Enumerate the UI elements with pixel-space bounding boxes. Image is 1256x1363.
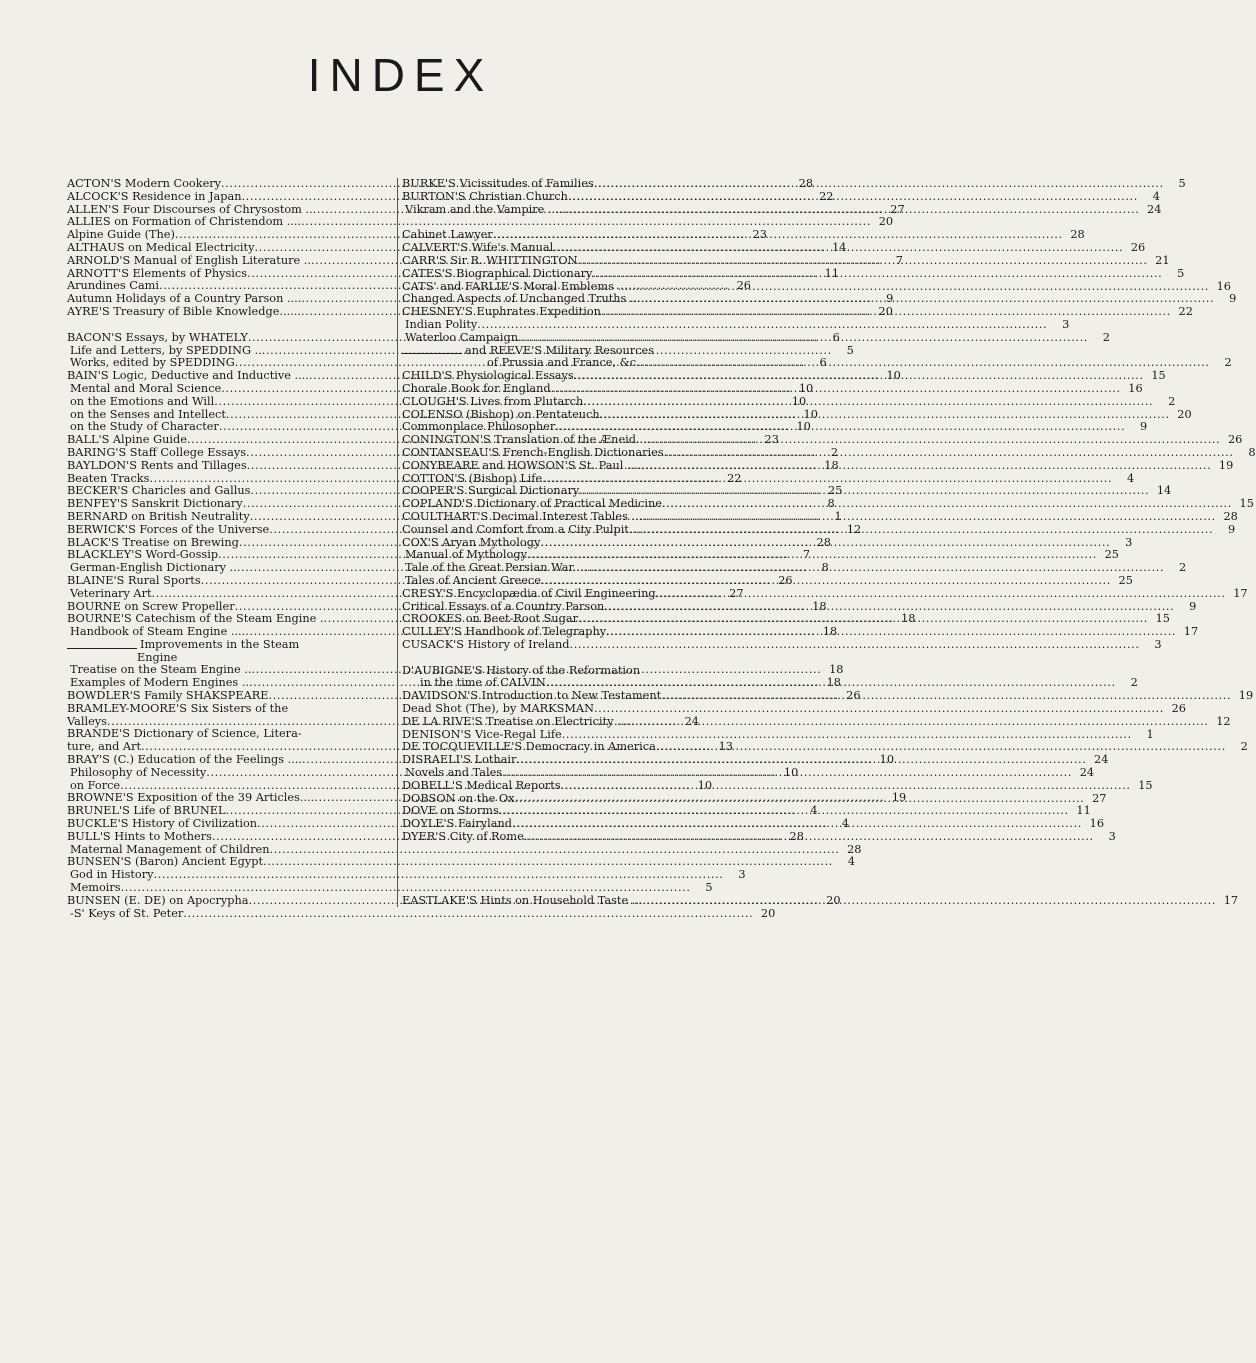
dot-leader	[518, 332, 1088, 345]
entry-page: 2	[1168, 394, 1176, 408]
entry-page: 1	[1146, 727, 1154, 741]
entry-page: 6	[819, 356, 827, 370]
entry-page: 3	[1062, 317, 1070, 331]
dot-leader	[594, 562, 1164, 575]
entry-page: 27	[890, 202, 905, 216]
index-entry	[402, 497, 1254, 511]
dot-leader	[643, 524, 1213, 537]
entry-page: 10	[879, 753, 895, 767]
entry-title: CONYBEARE and HOWSON'S St. Paul ....	[402, 458, 642, 472]
entry-title: DOBSON on the Ox	[402, 791, 515, 805]
entry-title: BARING'S Staff College Essays	[67, 445, 247, 459]
index-entry	[67, 639, 377, 652]
index-entry	[402, 253, 1170, 268]
entry-title: BURTON'S Christian Church	[402, 189, 568, 203]
entry-page: 8	[827, 497, 835, 511]
entry-title: Engine	[137, 650, 178, 664]
index-entry	[402, 330, 1110, 345]
dot-leader	[606, 626, 1176, 639]
entry-page: 22	[819, 189, 834, 203]
entry-page: 2	[1102, 330, 1110, 344]
entry-page: 19	[1218, 458, 1234, 472]
entry-title: BRAMLEY-MOORE'S Six Sisters of the	[67, 701, 289, 715]
entry-title: DE LA RIVE'S Treatise on Electricity ......	[402, 714, 639, 728]
index-entry	[402, 637, 1162, 652]
entry-page: 14	[832, 240, 847, 254]
entry-title: Vikram and the Vampire ......	[405, 202, 570, 216]
entry-title: of Prussia and France, &c.	[487, 356, 640, 370]
ditto-rule	[67, 648, 137, 649]
entry-title: BRAY'S (C.) Education of the Feelings ....	[67, 753, 303, 767]
entry-page: 2	[1178, 561, 1187, 575]
dot-leader	[664, 447, 1234, 460]
entry-page: 28	[1070, 228, 1085, 242]
entry-page: 24	[1147, 202, 1162, 216]
dot-leader	[570, 639, 1140, 652]
entry-title: Beaten Tracks	[67, 471, 150, 485]
entry-title: AYRE'S Treasury of Bible Knowledge......	[67, 304, 301, 318]
entry-title: German-English Dictionary ..	[70, 561, 237, 575]
entry-page: 26	[736, 279, 751, 293]
entry-page: 12	[1216, 714, 1231, 728]
entry-title: BROWNE'S Exposition of the 39 Articles....	[67, 791, 315, 805]
entry-title: CONTANSEAU'S French-English Dictionaries	[402, 445, 664, 459]
entry-title: EASTLAKE'S Hints on Household Taste ....	[402, 893, 647, 907]
entry-title: BOURNE'S Catechism of the Steam Engine .	[67, 612, 324, 626]
entry-title: ACTON'S Modern Cookery	[67, 177, 222, 190]
entry-page: 10	[886, 369, 901, 383]
entry-title: DOVE on Storms	[402, 804, 499, 818]
entry-page: 10	[783, 765, 799, 779]
entry-title: BAYLDON'S Rents and Tillages	[67, 458, 247, 472]
entry-page: 26	[1227, 433, 1243, 447]
entry-page: 27	[1092, 791, 1107, 805]
entry-page: 17	[1233, 586, 1248, 600]
entry-title: DE TOCQUEVILLE'S Democracy in America	[402, 740, 656, 754]
entry-title: BRUNEL'S Life of BRUNEL	[67, 804, 226, 818]
entry-page: 25	[828, 484, 843, 498]
entry-title: Examples of Modern Engines ..	[70, 676, 250, 690]
entry-title: COX'S Aryan Mythology	[402, 535, 541, 549]
entry-title: D'AUBIGNE'S History of the Reformation	[402, 663, 641, 677]
dot-leader	[656, 588, 1226, 601]
entry-title: CULLEY'S Handbook of Telegraphy	[402, 625, 607, 639]
entry-page: 26	[1171, 702, 1186, 716]
entry-page: 9	[886, 292, 894, 306]
dot-leader	[639, 716, 1209, 729]
entry-title: ture, and Art	[67, 740, 142, 754]
entry-title: BOWDLER'S Family SHAKSPEARE	[67, 689, 269, 703]
entry-page: 5	[1178, 177, 1186, 190]
entry-page: 17	[1223, 893, 1239, 907]
entry-page: 8	[1248, 445, 1256, 459]
entry-title: BUCKLE'S History of Civilization	[67, 817, 258, 831]
entry-page: 10	[796, 420, 811, 434]
entry-title: on the Study of Character	[70, 420, 219, 434]
entry-page: 18	[812, 599, 827, 613]
entry-page: 3	[738, 868, 746, 882]
index-entry	[402, 509, 1238, 524]
entry-page: 24	[1079, 766, 1095, 780]
entry-title: Maternal Management of Children	[70, 842, 270, 856]
entry-title: BALL'S Alpine Guide	[67, 433, 187, 447]
entry-title: CATES'S Biographical Dictionary	[402, 266, 593, 280]
entry-page: 9	[1189, 599, 1197, 613]
entry-title: Works, edited by SPEDDING	[70, 356, 235, 370]
entry-title: BOURNE on Screw Propeller	[67, 599, 235, 613]
dot-leader	[568, 191, 1138, 204]
entry-title: BENFEY'S Sanskrit Dictionary	[67, 497, 243, 511]
entry-title: COULTHART'S Decimal Interest Tables ....	[402, 509, 646, 523]
entry-title: DAVIDSON'S Introduction to New Testament	[402, 689, 662, 703]
entry-page: 28	[1223, 509, 1238, 523]
index-entry	[402, 778, 1153, 793]
entry-page: 16	[1089, 817, 1105, 831]
entry-page: 2	[830, 445, 839, 459]
dot-leader	[646, 511, 1216, 524]
entry-page: 24	[1094, 753, 1109, 767]
entry-page: 3	[1108, 830, 1116, 844]
entry-page: 7	[802, 548, 811, 562]
entry-page: 10	[791, 394, 807, 408]
entry-title: Counsel and Comfort from a City Pulpit....	[402, 522, 644, 536]
entry-title: Novels and Tales	[405, 766, 503, 780]
entry-title: -S' Keys of St. Peter	[70, 906, 184, 920]
entry-title: BLACKLEY'S Word-Gossip	[67, 548, 219, 562]
entry-title: Cabinet Lawyer	[402, 228, 493, 242]
entry-title: CHILD'S Physiological Essays	[402, 369, 574, 383]
dot-leader	[561, 780, 1131, 793]
entry-page: 5	[705, 881, 713, 895]
entry-title: Memoirs	[70, 881, 121, 895]
entry-title: BULL'S Hints to Mothers	[67, 829, 212, 843]
entry-title: BUNSEN (E. DE) on Apocrypha	[67, 893, 249, 907]
entry-title: COLENSO (Bishop) on Pentateuch	[402, 407, 600, 421]
entry-title: BUNSEN'S (Baron) Ancient Egypt	[67, 855, 264, 869]
entry-page: 5	[1177, 266, 1185, 280]
entry-page: 20	[826, 893, 841, 907]
entry-page: 10	[803, 407, 818, 421]
entry-page: 9	[1140, 420, 1148, 434]
entry-page: 3	[1154, 637, 1162, 651]
dot-leader	[183, 908, 753, 921]
entry-page: 19	[891, 791, 907, 805]
entry-page: 1	[834, 509, 842, 523]
entry-title: ALCOCK'S Residence in Japan	[67, 189, 242, 203]
entry-title: Alpine Guide (The)	[67, 228, 175, 242]
entry-title: CUSACK'S History of Ireland	[402, 637, 570, 651]
entry-title: ALTHAUS on Medical Electricity	[67, 240, 255, 254]
dot-leader	[477, 319, 1047, 332]
entry-title: Life and Letters, by SPEDDING ..	[70, 343, 262, 357]
index-entry	[402, 702, 1186, 716]
entry-title: DISRAELI'S Lothair	[402, 753, 517, 767]
entry-page: 23	[752, 228, 767, 242]
entry-page: 8	[821, 561, 829, 575]
index-entry	[402, 714, 1231, 729]
entry-page: 26	[846, 689, 861, 703]
entry-title: BLAINE'S Rural Sports	[67, 573, 201, 587]
dot-leader	[594, 178, 1164, 191]
entry-page: 2	[1240, 740, 1248, 754]
entry-page: 10	[697, 778, 713, 792]
entry-page: 28	[798, 177, 814, 190]
entry-page: 15	[1151, 369, 1166, 383]
entry-page: 25	[1118, 573, 1133, 587]
entry-title: Critical Essays of a Country Parson	[402, 599, 605, 613]
entry-title: in the time of CALVIN	[420, 676, 546, 690]
entry-title: Manual of Mythology	[405, 548, 527, 562]
entry-page: 9	[1228, 522, 1236, 536]
index-entry	[402, 561, 1187, 575]
entry-page: 21	[1155, 253, 1170, 267]
entry-page: 15	[1239, 497, 1254, 511]
entry-title: Commonplace Philosopher	[402, 420, 556, 434]
dot-leader	[578, 255, 1148, 268]
entry-page: 20	[878, 215, 894, 229]
entry-title: BACON'S Essays, by WHATELY	[67, 330, 248, 344]
entry-title: DYER'S City of Rome	[402, 830, 524, 844]
dot-leader	[592, 268, 1162, 281]
entry-title: ARNOLD'S Manual of English Literature ..	[67, 253, 311, 267]
ditto-rule	[402, 353, 462, 354]
entry-page: 28	[789, 829, 804, 843]
entry-title: on Force	[70, 778, 121, 792]
entry-title: Indian Polity	[405, 317, 478, 331]
entry-title: CHESNEY'S Euphrates Expedition	[402, 305, 601, 319]
entry-title: COOPER'S Surgical Dictionary	[402, 484, 580, 498]
entry-page: 16	[1128, 381, 1143, 395]
index-entry	[67, 881, 713, 895]
entry-page: 15	[1138, 778, 1153, 792]
entry-page: 11	[1076, 804, 1091, 818]
entry-page: 22	[1178, 305, 1193, 319]
entry-page: 18	[826, 676, 841, 690]
dot-leader	[524, 831, 1094, 844]
dot-leader	[583, 396, 1153, 409]
entry-page: 4	[810, 804, 818, 818]
entry-page: 23	[764, 433, 779, 447]
entry-title: BERNARD on British Neutrality	[67, 509, 250, 523]
entry-title: Mental and Moral Science	[70, 381, 222, 395]
entry-page: 13	[718, 740, 733, 754]
dot-leader	[646, 895, 1216, 908]
index-entry	[67, 906, 776, 921]
entry-title: CLOUGH'S Lives from Plutarch	[402, 394, 584, 408]
entry-page: 18	[822, 625, 838, 639]
entry-title: Veterinary Art	[70, 586, 152, 600]
entry-title: COPLAND'S Dictionary of Practical Medicine	[402, 497, 662, 511]
entry-title: BLACK'S Treatise on Brewing	[67, 535, 239, 549]
entry-title: CRESY'S Encyclopædia of Civil Engineering	[402, 586, 656, 600]
entry-page: 18	[829, 663, 844, 677]
entry-page: 11	[824, 266, 840, 280]
dot-leader	[502, 767, 1072, 780]
entry-page: 15	[1155, 612, 1170, 626]
entry-title: ARNOTT'S Elements of Physics	[67, 266, 248, 280]
entry-page: 28	[816, 535, 831, 549]
entry-title: Chorale Book for England	[402, 381, 551, 395]
entry-page: 20	[1177, 407, 1192, 421]
entry-title: Waterloo Campaign	[405, 330, 518, 344]
entry-page: 20	[760, 906, 776, 920]
entry-page: 18	[824, 458, 839, 472]
entry-page: 26	[778, 573, 793, 587]
entry-title: Tales of Ancient Greece	[405, 573, 541, 587]
entry-page: 18	[901, 612, 916, 626]
entry-title: CROOKES on Beet-Root Sugar	[402, 612, 579, 626]
entry-title: Improvements in the Steam	[140, 637, 300, 651]
dot-leader	[551, 383, 1121, 396]
entry-title: DOYLE'S Fairyland	[402, 817, 513, 831]
entry-page: 19	[1238, 689, 1254, 703]
index-entry	[402, 317, 1070, 332]
entry-title: Autumn Holidays of a Country Parson ....	[67, 292, 302, 306]
entry-page: 12	[846, 522, 862, 536]
entry-title: Changed Aspects of Unchanged Truths ....	[402, 292, 645, 306]
entry-title: CARR'S Sir R. WHITTINGTON	[402, 253, 578, 267]
entry-title: BURKE'S Vicissitudes of Families	[402, 177, 594, 190]
entry-title: Philosophy of Necessity	[70, 765, 207, 779]
dot-leader	[569, 204, 1139, 217]
entry-page: 6	[832, 330, 840, 344]
entry-title: BRANDE'S Dictionary of Science, Litera-	[67, 727, 302, 741]
dot-leader	[641, 460, 1211, 473]
entry-title: BAIN'S Logic, Deductive and Inductive ....	[67, 369, 309, 383]
entry-page: 16	[1216, 279, 1231, 293]
entry-page: 9	[1229, 292, 1237, 306]
entry-page: 28	[847, 842, 862, 856]
dot-leader	[662, 498, 1232, 511]
entry-page: 5	[846, 343, 854, 357]
entry-title: BECKER'S Charicles and Gallus	[67, 484, 251, 498]
page-title: INDEX	[307, 49, 494, 101]
entry-page: 4	[1126, 471, 1135, 485]
entry-title: BERWICK'S Forces of the Universe	[67, 522, 270, 536]
entry-page: 7	[895, 253, 903, 267]
entry-page: 24	[684, 714, 699, 728]
dot-leader	[594, 703, 1164, 716]
entry-title: on the Emotions and Will	[70, 394, 215, 408]
entry-title: Treatise on the Steam Engine ..	[70, 663, 252, 677]
entry-title: CALVERT'S Wife's Manual	[402, 241, 554, 255]
entry-title: CATS' and FARLIE'S Moral Emblems ......	[402, 279, 639, 293]
entry-title: Tale of the Great Persian War......	[405, 561, 595, 575]
entry-title: on the Senses and Intellect	[70, 407, 226, 421]
entry-title: CONINGTON'S Translation of the Æneid....	[402, 433, 651, 447]
entry-title: Dead Shot (The), by MARKSMAN	[402, 702, 594, 716]
entry-title: God in History	[70, 868, 154, 882]
entry-page: 17	[1183, 625, 1199, 639]
entry-page: 27	[729, 586, 744, 600]
entry-page: 22	[727, 471, 742, 485]
entry-page: 25	[1104, 548, 1119, 562]
index-entry	[67, 703, 377, 716]
entry-title: and REEVE'S Military Resources	[465, 343, 655, 357]
entry-page: 14	[1156, 484, 1172, 498]
entry-title: ALLEN'S Four Discourses of Chrysostom ..	[67, 202, 313, 216]
entry-title: DENISON'S Vice-Regal Life	[402, 727, 562, 741]
entry-page: 20	[878, 304, 893, 318]
entry-title: Handbook of Steam Engine ....	[70, 625, 246, 639]
entry-title: ALLIES on Formation of Christendom ....	[67, 215, 302, 229]
entry-page: 10	[798, 381, 814, 395]
entry-page: 3	[1125, 535, 1133, 549]
index-entry	[402, 445, 1256, 460]
entry-page: 4	[841, 817, 850, 831]
entry-title: DOBELL'S Medical Reports	[402, 778, 561, 792]
entry-page: 2	[1130, 676, 1138, 690]
entry-page: 2	[1224, 356, 1232, 370]
entry-page: 26	[1130, 241, 1146, 255]
entry-page: 4	[1152, 189, 1160, 203]
dot-leader	[541, 575, 1111, 588]
entry-title: Arundines Cami	[67, 279, 160, 293]
entry-title: Valleys	[67, 714, 107, 728]
entry-title: COTTON'S (Bishop) Life	[402, 471, 543, 485]
entry-page: 4	[847, 855, 856, 869]
